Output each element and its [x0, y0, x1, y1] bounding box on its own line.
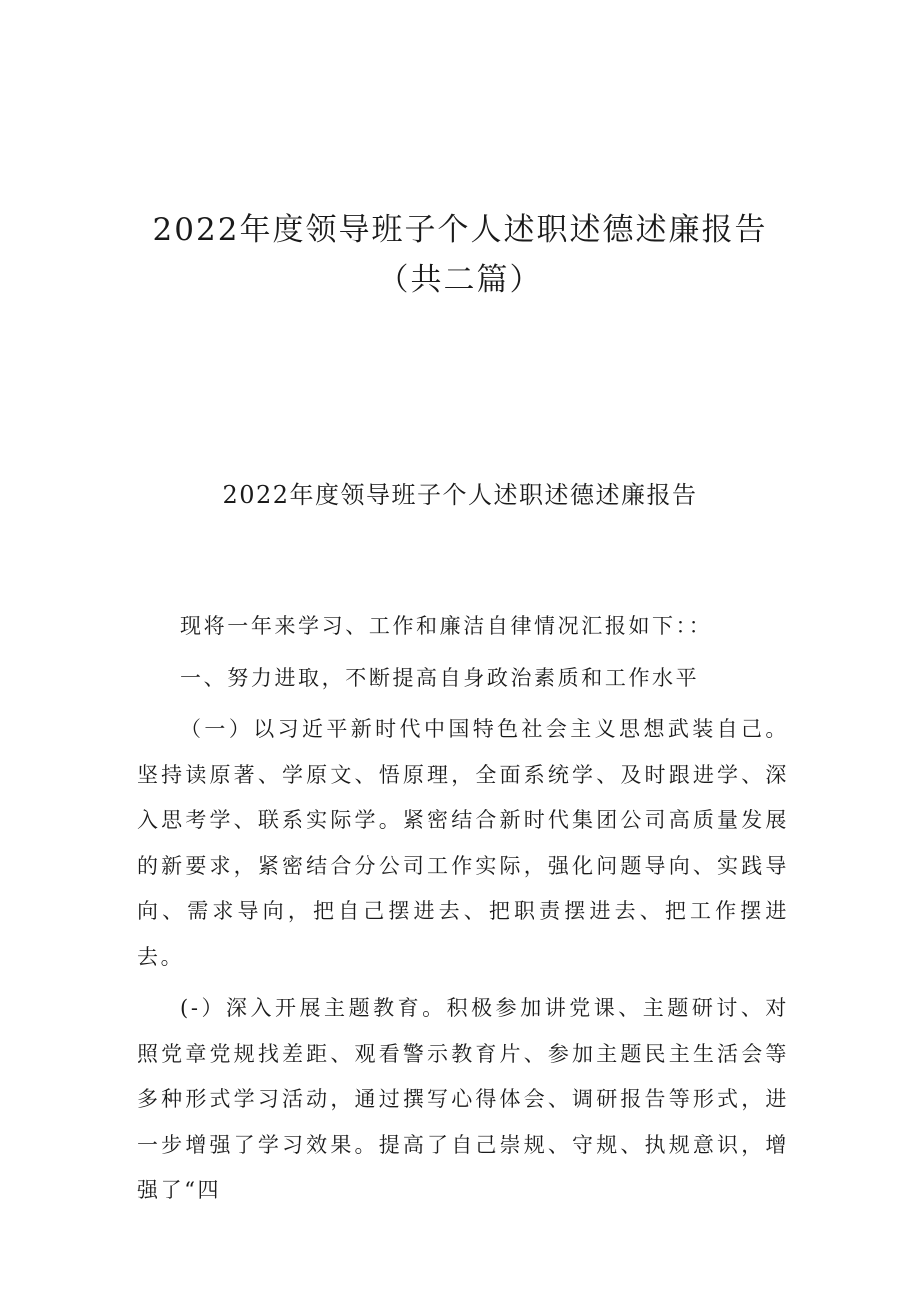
body-paragraph: (-）深入开展主题教育。积极参加讲党课、主题研讨、对照党章党规找差距、观看警示教育片、参加主题民主生活会等多种形式学习活动，通过撰写心得体会、调研报告等形式，进一步增强了学习效果。提高了自己崇规、守规、执规意识，增强了“四	[137, 996, 789, 1202]
document-title-note: （共二篇）	[377, 262, 543, 298]
body-paragraph: （一）以习近平新时代中国特色社会主义思想武装自己。坚持读原著、学原文、悟原理，全面系统学、及时跟进学、深入思考学、联系实际学。紧密结合新时代集团公司高质量发展的新要求，紧密结合分公司工作实际，强化问题导向、实践导向、需求导向，把自己摆进去、把职责摆进去、把工作摆进去。	[137, 717, 789, 969]
document-title: 2022年度领导班子个人述职述德述廉报告	[152, 212, 768, 248]
report-title: 2022年度领导班子个人述职述德述廉报告	[222, 481, 698, 509]
intro-paragraph: 现将一年来学习、工作和廉洁自律情况汇报如下：：	[180, 614, 713, 638]
report-body	[137, 604, 789, 1220]
section-heading: 一、努力进取，不断提高自身政治素质和工作水平	[180, 665, 700, 690]
